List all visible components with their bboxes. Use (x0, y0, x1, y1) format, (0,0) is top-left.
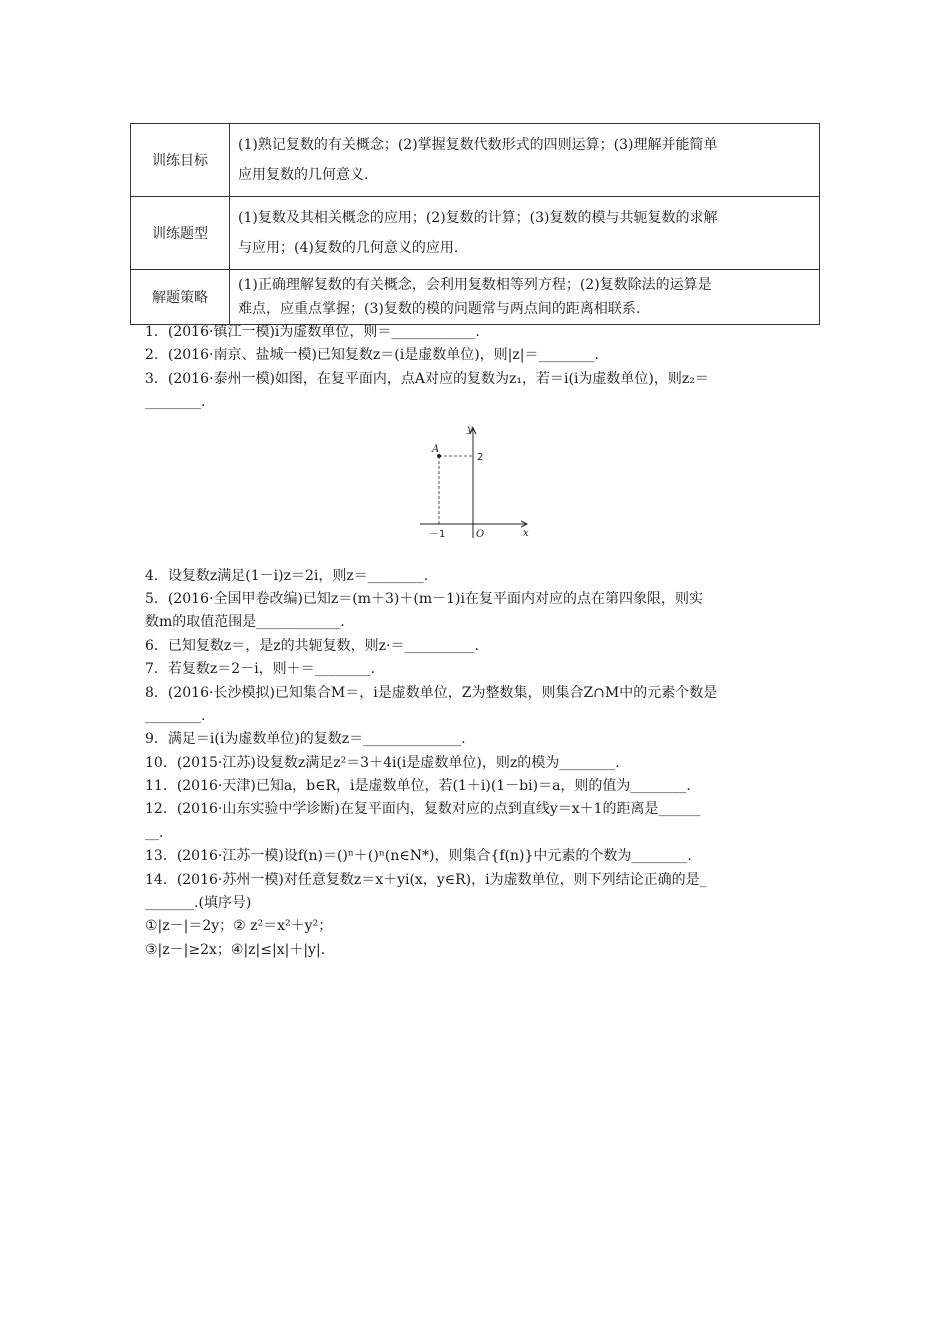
problem-5-line-2: 数m的取值范围是____________. (145, 614, 345, 631)
problem-5-line-1: 5．(2016·全国甲卷改编)已知z＝(m＋3)＋(m－1)i在复平面内对应的点在第四象限，则实 (145, 590, 703, 607)
problem-12-line-2: __. (145, 824, 164, 841)
row-text-line: (1)复数及其相关概念的应用；(2)复数的计算；(3)复数的模与共轭复数的求解 (238, 210, 718, 226)
problem-12-line-1: 12．(2016·山东实验中学诊断)在复平面内，复数对应的点到直线y＝x＋1的距离是______ (145, 801, 701, 818)
row-text-line: 难点，应重点掌握；(3)复数的模的问题常与两点间的距离相联系. (238, 301, 641, 317)
problem-14-options-line-1: ①|z－|＝2y；② z²＝x²＋y²； (145, 918, 333, 935)
training-goals-table (130, 123, 820, 325)
row-text-line: 与应用；(4)复数的几何意义的应用. (238, 240, 459, 256)
problem-6: 6．已知复数z＝，是z的共轭复数，则z·＝__________. (145, 637, 479, 654)
problem-7: 7．若复数z＝2－i，则＋＝________. (145, 661, 376, 678)
table-row (131, 124, 820, 197)
problem-11: 11．(2016·天津)已知a，b∈R，i是虚数单位，若(1＋i)(1－bi)＝a，则的值为________. (145, 778, 691, 795)
row-heading: 训练目标 (131, 124, 230, 197)
point-a-label: A (432, 444, 440, 455)
problem-10: 10．(2015·江苏)设复数z满足z²＝3＋4i(i是虚数单位)，则z的模为________. (145, 754, 620, 771)
problem-13: 13．(2016·江苏一模)设f(n)＝()ⁿ＋()ⁿ(n∈N*)，则集合{f(n)}中元素的个数为________. (145, 848, 692, 865)
row-heading: 解题策略 (131, 270, 230, 325)
table-row (131, 197, 820, 270)
row-content (230, 124, 820, 197)
origin-label: O (476, 529, 485, 540)
row-content (230, 270, 820, 325)
x-axis-label: x (523, 528, 529, 539)
problem-8-line-2: ________. (145, 707, 206, 724)
row-content (230, 197, 820, 270)
row-text-line: 应用复数的几何意义. (238, 167, 369, 183)
table-row (131, 270, 820, 325)
problem-1: 1．(2016·镇江一模)i为虚数单位，则＝____________. (145, 324, 480, 340)
row-text-line: (1)正确理解复数的有关概念，会利用复数相等列方程；(2)复数除法的运算是 (238, 277, 712, 293)
problem-3-line-1: 3．(2016·泰州一模)如图，在复平面内，点A对应的复数为z₁，若＝i(i为虚数单位)，则z₂＝ (145, 370, 709, 387)
complex-plane-figure (405, 420, 540, 545)
tick-label-y: 2 (477, 452, 484, 463)
problem-list (145, 321, 815, 962)
row-heading: 训练题型 (131, 197, 230, 270)
tick-label-x: －1 (429, 529, 446, 540)
problem-3-line-2: ________. (145, 394, 206, 411)
problem-14-line-1: 14．(2016·苏州一模)对任意复数z＝x＋yi(x，y∈R)，i为虚数单位，则下列结论正确的是_ (145, 871, 707, 888)
problem-2: 2．(2016·南京、盐城一模)已知复数z＝(i是虚数单位)，则|z|＝________. (145, 347, 599, 364)
problem-14-options-line-2: ③|z－|≥2x；④|z|≤|x|＋|y|. (145, 941, 326, 958)
problem-14-line-2: _______.(填序号) (145, 895, 252, 912)
problem-8-line-1: 8．(2016·长沙模拟)已知集合M＝，i是虚数单位，Z为整数集，则集合Z∩M中的元素个数是 (145, 684, 718, 701)
problem-9: 9．满足＝i(i为虚数单位)的复数z＝______________. (145, 731, 466, 748)
row-text-line: (1)熟记复数的有关概念；(2)掌握复数代数形式的四则运算；(3)理解并能简单 (238, 137, 718, 153)
problem-4: 4．设复数z满足(1－i)z＝2i，则z＝________. (145, 567, 429, 584)
y-axis-label: y (467, 424, 473, 435)
